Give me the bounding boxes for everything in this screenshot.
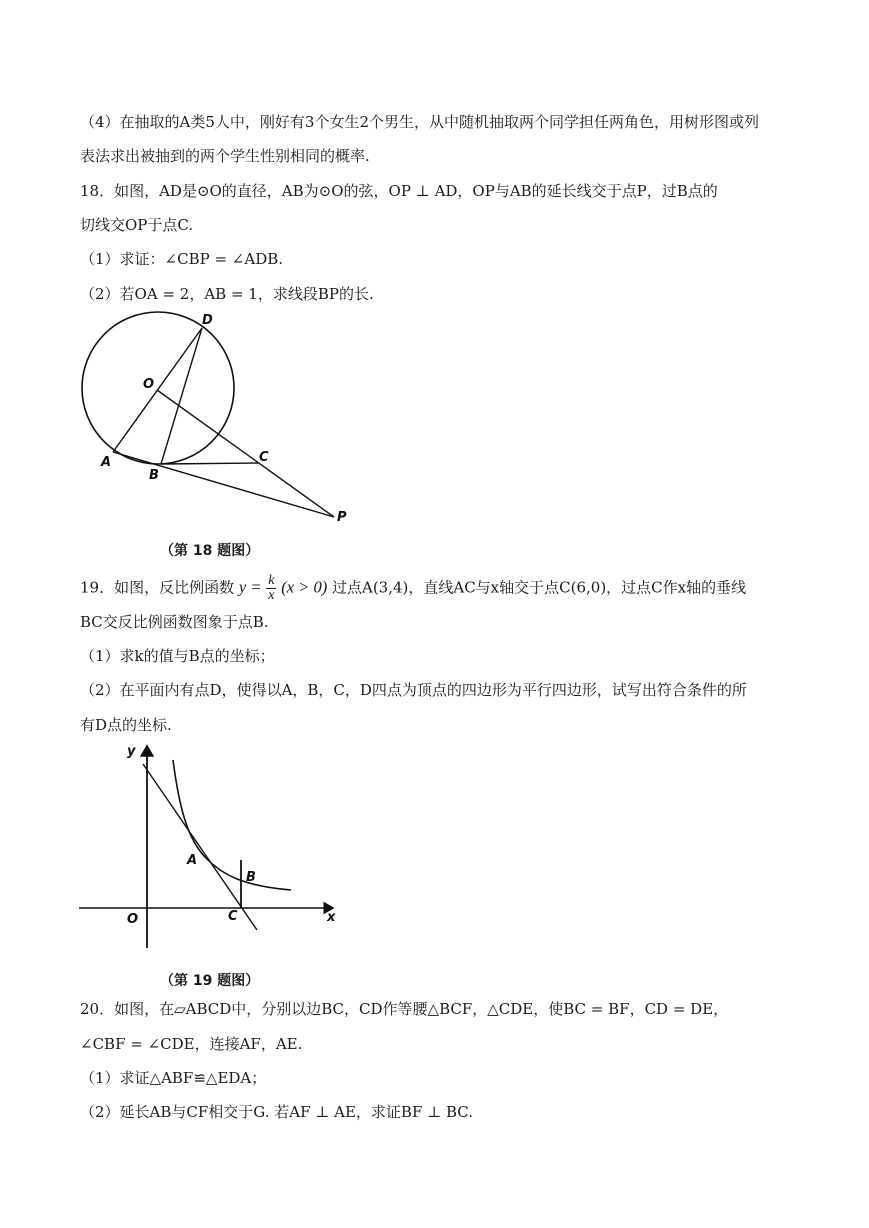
- q19-stem-pre: 19．如图，反比例函数: [80, 578, 235, 597]
- label-a: A: [101, 455, 112, 470]
- segment-bd: [161, 328, 202, 464]
- q20-stem-line2: ∠CBF = ∠CDE，连接AF，AE.: [80, 1035, 303, 1053]
- label-a: A: [187, 853, 198, 868]
- q18-part2: （2）若OA = 2，AB = 1，求线段BP的长.: [80, 285, 374, 303]
- q20-part1: （1）求证△ABF≌△EDA；: [80, 1069, 267, 1087]
- q19-formula-y: y =: [238, 577, 262, 597]
- label-p: P: [337, 510, 347, 525]
- q19-part1: （1）求k的值与B点的坐标；: [80, 647, 275, 665]
- q17-part4-line2: 表法求出被抽到的两个学生性别相同的概率.: [80, 147, 370, 165]
- label-d: D: [202, 313, 213, 328]
- q19-formula-cond: (x > 0): [281, 577, 328, 597]
- q18-figure: [75, 308, 365, 530]
- label-c: C: [228, 909, 238, 924]
- q18-caption: （第 18 题图）: [160, 543, 260, 559]
- q19-stem-line2: BC交反比例函数图象于点B.: [80, 613, 269, 631]
- q20-stem-line1: 20．如图，在▱ABCD中，分别以边BC，CD作等腰△BCF，△CDE，使BC = BF，CD = DE，: [80, 1000, 729, 1018]
- q19-part2-line2: 有D点的坐标.: [80, 716, 172, 734]
- q20-part2: （2）延长AB与CF相交于G. 若AF ⊥ AE，求证BF ⊥ BC.: [80, 1103, 474, 1121]
- segment-ap: [113, 452, 334, 517]
- q18-part1: （1）求证：∠CBP = ∠ADB.: [80, 250, 284, 268]
- q17-part4-line1: （4）在抽取的A类5人中，刚好有3个女生2个男生，从中随机抽取两个同学担任两角色，用树形图或列: [80, 113, 760, 131]
- q19-fraction-num: k: [268, 573, 275, 588]
- circle-o: [82, 312, 234, 464]
- label-o: O: [127, 912, 139, 927]
- q18-stem-line2: 切线交OP于点C.: [80, 216, 194, 234]
- label-x: x: [327, 910, 336, 925]
- q19-stem-post: 过点A(3,4)，直线AC与x轴交于点C(6,0)，过点C作x轴的垂线: [331, 578, 747, 597]
- label-b: B: [149, 468, 159, 483]
- q19-fraction: [266, 574, 276, 603]
- q19-caption: （第 19 题图）: [160, 973, 260, 989]
- line-ac: [143, 764, 257, 930]
- label-c: C: [259, 450, 269, 465]
- segment-bc: [161, 463, 258, 464]
- q19-fraction-den: x: [268, 588, 275, 603]
- q19-part2-line1: （2）在平面内有点D，使得以A，B，C，D四点为顶点的四边形为平行四边形，试写出符合条件的所: [80, 681, 747, 699]
- q19-figure: [75, 738, 350, 958]
- label-o: O: [143, 377, 155, 392]
- q19-stem-line1: [80, 574, 746, 603]
- segment-op: [157, 390, 334, 517]
- q18-stem-line1: 18．如图，AD是⊙O的直径，AB为⊙O的弦，OP ⊥ AD，OP与AB的延长线交于点P，过B点的: [80, 182, 718, 200]
- hyperbola-curve: [173, 760, 291, 890]
- label-y: y: [127, 744, 136, 759]
- label-b: B: [246, 870, 256, 885]
